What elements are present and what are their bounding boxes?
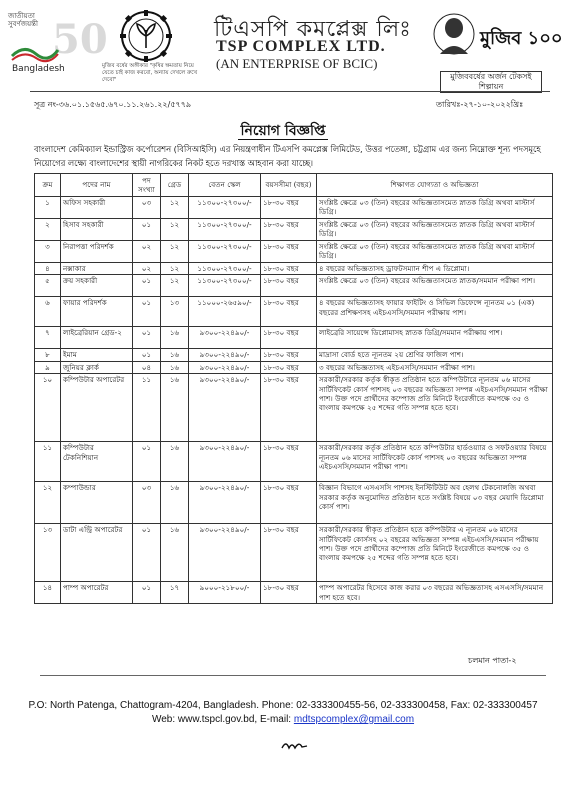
cell-count: ০১: [133, 219, 161, 241]
jubilee-number: 50: [52, 16, 108, 63]
cell-grade: ১৬: [161, 327, 189, 349]
cell-count: ০১: [133, 327, 161, 349]
company-name-bangla: টিএসপি কমপ্লেক্স লিঃ: [214, 17, 412, 42]
company-name-english: TSP COMPLEX LTD.: [216, 38, 386, 55]
cell-post: কম্পাউন্ডার: [61, 482, 133, 524]
company-subtitle: (AN ENTERPRISE OF BCIC): [216, 56, 378, 71]
cell-age-limit: ১৮-৩০ বছর: [261, 524, 317, 582]
cell-qualification: সংশ্লিষ্ট ক্ষেত্রে ০৩ (তিন) বছরের অভিজ্ঞতাসমেত স্নাতক ডিগ্রি অথবা মাস্টার্স ডিগ্রি।: [317, 241, 553, 263]
continued-note: চলমান পাতা-২: [468, 656, 517, 665]
cell-count: ০১: [133, 582, 161, 604]
cell-qualification: সংশ্লিষ্ট ক্ষেত্রে ০৩ (তিন) বছরের অভিজ্ঞতাসমেত স্নাতক/সমমান পরীক্ষা পাশ।: [317, 275, 553, 297]
cell-qualification: সরকারী/সরকার কর্তৃক প্রতিষ্ঠান হতে কম্পিউটার হার্ডওয়্যার ও সফটওয়্যার বিষয়ে ন্যূনতম ০৬ মাসের সার্টিফিকেট কোর্স পাশসহ ০৩ বছরের অভিজ্ঞতা সম্পন্ন এইচএসসি/সমমান পরীক্ষা পাশ।: [317, 442, 553, 482]
table-row: [35, 241, 553, 263]
cell-serial: ১২: [35, 482, 61, 524]
cell-serial: ১১: [35, 442, 61, 482]
cell-grade: ১৬: [161, 349, 189, 361]
cell-count: ০১: [133, 349, 161, 361]
cell-pay-scale: ১১৩০০-২৭৩০০/-: [189, 241, 261, 263]
jubilee-text-1: জাতীয়তা: [8, 12, 35, 20]
cell-pay-scale: ৯০০০-২১৮০০/-: [189, 582, 261, 604]
cell-pay-scale: ১১৩০০-২৭৩০০/-: [189, 275, 261, 297]
cell-qualification: সংশ্লিষ্ট ক্ষেত্রে ০৩ (তিন) বছরের অভিজ্ঞতাসমেত স্নাতক ডিগ্রি অথবা মাস্টার্স ডিগ্রি।: [317, 219, 553, 241]
cell-pay-scale: ৯৩০০-২২৪৯০/-: [189, 374, 261, 442]
footer-address: P.O: North Patenga, Chattogram-4204, Bangladesh. Phone: 02-333300455-56, 02-333300458, Fax: 02-333300457: [28, 700, 538, 711]
cell-pay-scale: ১১৩০০-২৭৩০০/-: [189, 197, 261, 219]
portrait-badge: মুজিব ১০০: [480, 28, 563, 49]
table-row: [35, 442, 553, 482]
cell-age-limit: ১৮-৩০ বছর: [261, 219, 317, 241]
col-header-serial: ক্রম: [35, 174, 61, 197]
cell-qualification: ৪ বছরের অভিজ্ঞতাসহ ফায়ার ফাইটিং ও সিভিল ডিফেন্সে ন্যূনতম ০১ (এক) বছরের প্রশিক্ষণসহ এইচএসসি/সমমান পরীক্ষায় পাশ।: [317, 297, 553, 327]
table-row: [35, 482, 553, 524]
cell-pay-scale: ৯৩০০-২২৪৯০/-: [189, 524, 261, 582]
table-row: [35, 349, 553, 361]
cell-count: ০৪: [133, 361, 161, 373]
cell-qualification: ৩ বছরের অভিজ্ঞতাসহ এইচএসসি/সমমান পরীক্ষা পাশ।: [317, 361, 553, 373]
email-link[interactable]: mdtspcomplex@gmail.com: [293, 714, 415, 725]
cell-age-limit: ১৮-৩০ বছর: [261, 361, 317, 373]
cell-pay-scale: ১১০০০-২৬৫৯০/-: [189, 297, 261, 327]
cell-serial: ১৪: [35, 582, 61, 604]
cell-qualification: পাম্প অপারেটর হিসেবে কাজ করার ০৩ বছরের অভিজ্ঞতাসহ এসএসসি/সমমান পাশ হতে হবে।: [317, 582, 553, 604]
cell-serial: ৭: [35, 327, 61, 349]
jubilee-country: Bangladesh: [12, 64, 65, 74]
table-row: [35, 361, 553, 373]
cell-count: ০২: [133, 263, 161, 275]
reference-number: সূত্র নং-৩৬.০১.১৫৬৫.৬৭০.১১.২৬১.২২/৫৭৭৯: [34, 100, 192, 109]
cell-serial: ৯: [35, 361, 61, 373]
cell-pay-scale: ৯৩০০-২২৪৯০/-: [189, 442, 261, 482]
cell-age-limit: ১৮-৩০ বছর: [261, 482, 317, 524]
cell-serial: ৮: [35, 349, 61, 361]
portrait-caption: মুজিববর্ষের অর্জন টেকসই শিল্পায়ন: [440, 71, 542, 93]
cell-age-limit: ১৮-৩০ বছর: [261, 197, 317, 219]
cell-post: ইমাম: [61, 349, 133, 361]
cell-post: কম্পিউটার টেকনিশিয়ান: [61, 442, 133, 482]
portrait-logo: [432, 10, 563, 70]
cell-pay-scale: ৯৩০০-২২৪৯০/-: [189, 361, 261, 373]
cell-age-limit: ১৮-৩০ বছর: [261, 297, 317, 327]
page-title-text: নিয়োগ বিজ্ঞপ্তি: [240, 123, 326, 139]
header-divider: [30, 91, 550, 92]
cell-pay-scale: ৯৩০০-২২৪৯০/-: [189, 349, 261, 361]
cell-count: ১১: [133, 374, 161, 442]
cell-serial: ৫: [35, 275, 61, 297]
table-row: [35, 327, 553, 349]
tsp-emblem-icon: [120, 10, 172, 62]
col-header-age-limit: বয়সসীমা (বছর): [261, 174, 317, 197]
cell-grade: ১৬: [161, 524, 189, 582]
table-row: [35, 524, 553, 582]
col-header-pay-scale: বেতন স্কেল: [189, 174, 261, 197]
cell-serial: ৪: [35, 263, 61, 275]
table-header-row: [35, 174, 553, 197]
cell-age-limit: ১৮-৩০ বছর: [261, 327, 317, 349]
cell-pay-scale: ১১৩০০-২৭৩০০/-: [189, 263, 261, 275]
cell-grade: ১২: [161, 275, 189, 297]
cell-count: ০১: [133, 297, 161, 327]
cell-post: হিসাব সহকারী: [61, 219, 133, 241]
table-row: [35, 374, 553, 442]
col-header-count: পদ সংখ্যা: [133, 174, 161, 197]
cell-post: ডাটা এন্ট্রি অপারেটর: [61, 524, 133, 582]
cell-pay-scale: ৯৩০০-২২৪৯০/-: [189, 327, 261, 349]
cell-post: লাইব্রেরিয়ান গ্রেড-২: [61, 327, 133, 349]
footer-web: Web: www.tspcl.gov.bd, E-mail:: [151, 714, 294, 725]
table-row: [35, 263, 553, 275]
cell-post: পাম্প অপারেটর: [61, 582, 133, 604]
emblem-caption: মুজিব বর্ষের অঙ্গীকার "কৃষির ক্ষমতায় নিয়ে যেতে চাই কাজ করবো, অন্যায় দেখলে রুখে দেবো": [102, 63, 198, 83]
flag-wave-icon: [10, 42, 60, 64]
cell-count: ০৩: [133, 197, 161, 219]
cell-qualification: বিজ্ঞান বিভাগে এসএসসি পাশসহ ইনস্টিটিউট অব হেলথ টেকনোলজি অথবা সরকার কর্তৃক অনুমোদিত প্রতিষ্ঠান হতে সংশ্লিষ্ট বিষয়ে ০৩ বছর মেয়াদি ডিপ্লোমা কোর্স পাশ।: [317, 482, 553, 524]
cell-serial: ৩: [35, 241, 61, 263]
signature-mark: [280, 738, 310, 752]
table-row: [35, 582, 553, 604]
cell-grade: ১৬: [161, 361, 189, 373]
cell-grade: ১৬: [161, 482, 189, 524]
cell-serial: ১: [35, 197, 61, 219]
vacancy-table: [34, 173, 553, 604]
footer-contact: [0, 714, 566, 725]
cell-grade: ১২: [161, 263, 189, 275]
table-row: [35, 297, 553, 327]
cell-post: ফায়ার পরিদর্শক: [61, 297, 133, 327]
table-row: [35, 275, 553, 297]
cell-post: নিরাপত্তা পরিদর্শক: [61, 241, 133, 263]
table-row: [35, 219, 553, 241]
cell-qualification: সরকারী/সরকার কর্তৃক স্বীকৃত প্রতিষ্ঠান হতে কম্পিউটারে ন্যূনতম ০৬ মাসের সার্টিফিকেট কোর্স পাশসহ ০৩ বছরের অভিজ্ঞতা সম্পন্ন এইচএসসি/সমমান পরীক্ষা পাশ। উক্ত পদে প্রার্থীদের কম্পোজ প্রতি মিনিটে ইংরেজীতে কমপক্ষে ৩৫ ও বাংলায় কমপক্ষে ২৫ শব্দের গতি সম্পন্ন হতে হবে।: [317, 374, 553, 442]
cell-grade: ১৬: [161, 374, 189, 442]
cell-serial: ৬: [35, 297, 61, 327]
jubilee-text-2: সুবর্ণজয়ন্তী: [8, 20, 38, 28]
cell-count: ০২: [133, 241, 161, 263]
cell-age-limit: ১৮-৩০ বছর: [261, 241, 317, 263]
table-row: [35, 197, 553, 219]
cell-age-limit: ১৮-৩০ বছর: [261, 263, 317, 275]
col-header-post: পদের নাম: [61, 174, 133, 197]
cell-count: ০১: [133, 442, 161, 482]
cell-qualification: মাদ্রাসা বোর্ড হতে ন্যূনতম ২য় শ্রেণির ফাজিল পাশ।: [317, 349, 553, 361]
cell-grade: ১৭: [161, 582, 189, 604]
cell-pay-scale: ১১৩০০-২৭৩০০/-: [189, 219, 261, 241]
cell-serial: ২: [35, 219, 61, 241]
cell-post: জুনিয়র ক্লার্ক: [61, 361, 133, 373]
col-header-qualification: শিক্ষাগত যোগ্যতা ও অভিজ্ঞতা: [317, 174, 553, 197]
cell-grade: ১৬: [161, 442, 189, 482]
jubilee-logo: [8, 12, 108, 82]
cell-serial: ১৩: [35, 524, 61, 582]
page-title: [0, 119, 566, 143]
cell-grade: ১২: [161, 219, 189, 241]
cell-post: নক্সাকার: [61, 263, 133, 275]
cell-age-limit: ১৮-৩০ বছর: [261, 442, 317, 482]
cell-count: ০১: [133, 275, 161, 297]
cell-post: ক্রয় সহকারী: [61, 275, 133, 297]
footer-divider: [40, 675, 546, 676]
cell-count: ০১: [133, 524, 161, 582]
cell-pay-scale: ৯৩০০-২২৪৯০/-: [189, 482, 261, 524]
issue-date: তারিখঃ-২৭-১০-২০২২খ্রিঃ: [436, 100, 524, 109]
cell-grade: ১২: [161, 197, 189, 219]
cell-post: অফিস সহকারী: [61, 197, 133, 219]
cell-age-limit: ১৮-৩০ বছর: [261, 349, 317, 361]
cell-qualification: সংশ্লিষ্ট ক্ষেত্রে ০৩ (তিন) বছরের অভিজ্ঞতাসমেত স্নাতক ডিগ্রি অথবা মাস্টার্স ডিগ্রি।: [317, 197, 553, 219]
cell-qualification: লাইব্রেরি সায়েন্সে ডিপ্লোমাসহ স্নাতক ডিগ্রি/সমমান পরীক্ষায় পাশ।: [317, 327, 553, 349]
cell-grade: ১২: [161, 241, 189, 263]
cell-serial: ১০: [35, 374, 61, 442]
cell-post: কম্পিউটার অপারেটর: [61, 374, 133, 442]
cell-age-limit: ১৮-৩০ বছর: [261, 374, 317, 442]
col-header-grade: গ্রেড: [161, 174, 189, 197]
cell-age-limit: ১৮-৩০ বছর: [261, 275, 317, 297]
intro-paragraph: বাংলাদেশ কেমিক্যাল ইন্ডাস্ট্রিজ কর্পোরেশন (বিসিআইসি) এর নিয়ন্ত্রণাধীন টিএসপি কমপ্লেক্স লিমিটেড, উত্তর পতেঙ্গা, চট্টগ্রাম এর জন্য নিম্নোক্ত শূন্য পদসমূহে নিয়োগের লক্ষ্যে বাংলাদেশের স্থায়ী নাগরিকের নিকট হতে দরখাস্ত আহবান করা যাচ্ছে।: [34, 144, 541, 168]
cell-age-limit: ১৮-৩০ বছর: [261, 582, 317, 604]
cell-count: ০৩: [133, 482, 161, 524]
cell-qualification: সরকারী/সরকার স্বীকৃত প্রতিষ্ঠান হতে কম্পিউটার এ ন্যূনতম ০৬ মাসের সার্টিফিকেট কোর্সসহ ০২ বছরের অভিজ্ঞতা সম্পন্ন এইচএসসি/সমমান পরীক্ষায় পাশ। উক্ত পদে প্রার্থীদের কম্পোজ প্রতি মিনিটে ইংরেজীতে কমপক্ষে ৩৫ ও বাংলায় কমপক্ষে ২৫ শব্দের গতি সম্পন্ন হতে হবে।: [317, 524, 553, 582]
cell-grade: ১৩: [161, 297, 189, 327]
cell-qualification: ৪ বছরের অভিজ্ঞতাসহ ড্রাফটসম্যান শীপ এ ডিপ্লোমা।: [317, 263, 553, 275]
